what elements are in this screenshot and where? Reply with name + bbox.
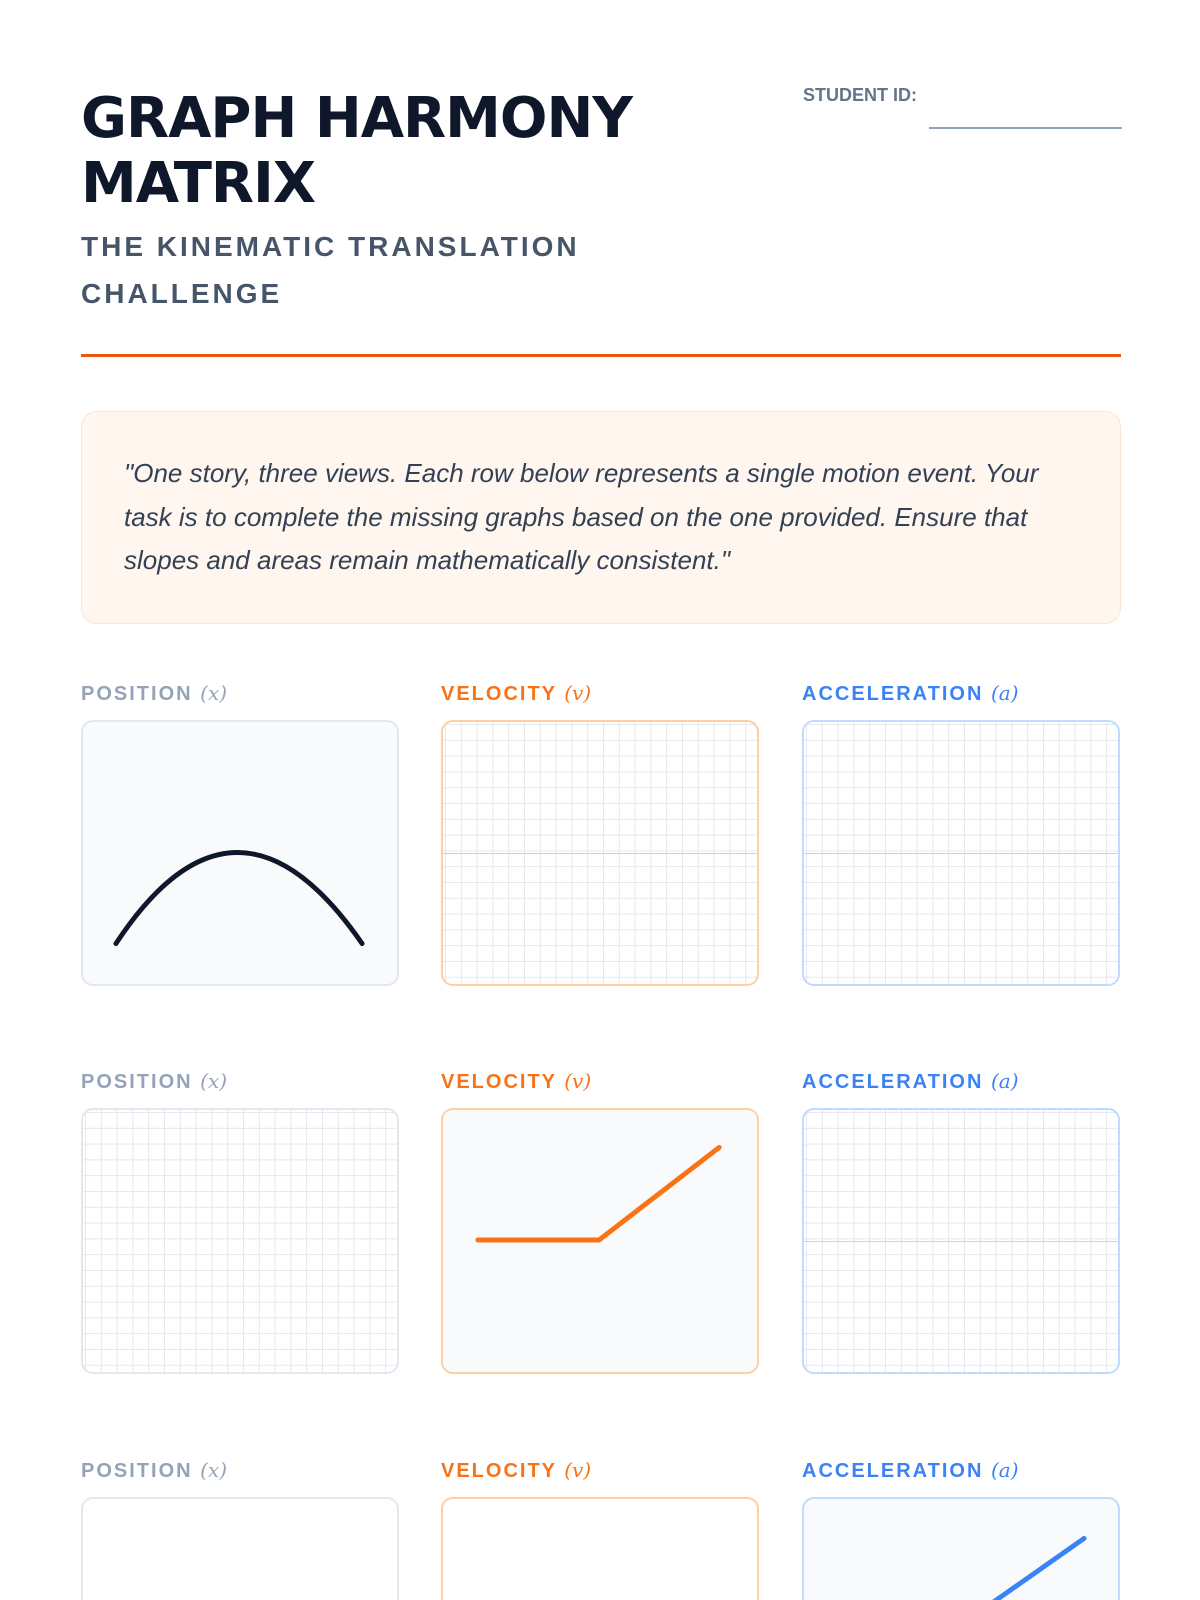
student-id-label: STUDENT ID:	[803, 85, 917, 105]
acceleration-cell	[802, 680, 1120, 980]
position-label: POSITION (x)	[81, 1458, 228, 1482]
time-axis	[443, 853, 757, 854]
motion-row-1	[81, 680, 1121, 980]
header-divider	[81, 354, 1121, 357]
instructions-text: "One story, three views. Each row below represents a single motion event. Your task is to complete the missing graphs based on the one provided. Ensure that slopes and areas remain mathematically consistent."	[124, 458, 1039, 575]
velocity-cell	[441, 1068, 759, 1368]
velocity-cell	[441, 680, 759, 980]
velocity-cell	[441, 1457, 759, 1600]
acceleration-label: ACCELERATION (a)	[802, 681, 1019, 705]
student-id-field[interactable]	[801, 82, 1121, 134]
position-graph-given	[81, 720, 399, 986]
position-label: POSITION (x)	[81, 681, 228, 705]
acceleration-graph-given	[802, 1497, 1120, 1600]
student-id-blank[interactable]	[929, 127, 1122, 129]
acceleration-label: ACCELERATION (a)	[802, 1458, 1019, 1482]
acceleration-cell	[802, 1457, 1120, 1600]
velocity-graph-blank[interactable]	[441, 1497, 759, 1600]
acceleration-curve	[804, 1499, 1118, 1600]
velocity-graph-blank[interactable]	[441, 720, 759, 986]
velocity-label: VELOCITY (v)	[441, 681, 592, 705]
page-title: GRAPH HARMONY MATRIX	[81, 86, 632, 216]
page-header	[81, 80, 1121, 360]
position-cell	[81, 680, 399, 980]
page-subtitle: THE KINEMATIC TRANSLATION CHALLENGE	[81, 231, 580, 309]
position-label: POSITION (x)	[81, 1069, 228, 1093]
acceleration-label: ACCELERATION (a)	[802, 1069, 1019, 1093]
position-cell	[81, 1068, 399, 1368]
position-cell	[81, 1457, 399, 1600]
acceleration-cell	[802, 1068, 1120, 1368]
instructions-box	[81, 411, 1121, 624]
velocity-label: VELOCITY (v)	[441, 1069, 592, 1093]
position-graph-blank[interactable]	[81, 1108, 399, 1374]
position-graph-blank[interactable]	[81, 1497, 399, 1600]
motion-row-2	[81, 1068, 1121, 1368]
velocity-graph-given	[441, 1108, 759, 1374]
motion-row-3	[81, 1457, 1121, 1600]
velocity-curve	[443, 1110, 757, 1372]
time-axis	[804, 853, 1118, 854]
acceleration-graph-blank[interactable]	[802, 720, 1120, 986]
velocity-label: VELOCITY (v)	[441, 1458, 592, 1482]
time-axis	[804, 1241, 1118, 1242]
acceleration-graph-blank[interactable]	[802, 1108, 1120, 1374]
position-curve	[83, 722, 397, 984]
